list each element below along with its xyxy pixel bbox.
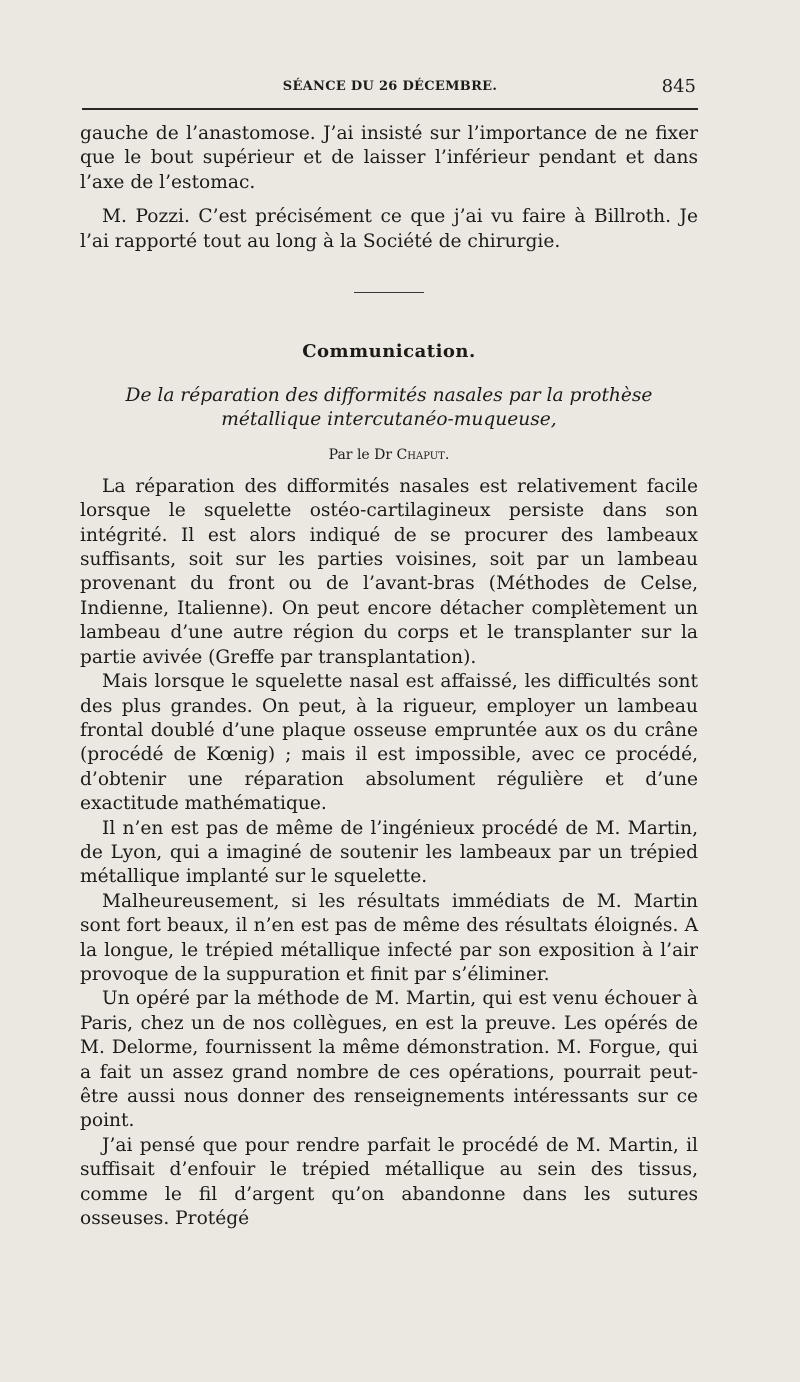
- article-body: [80, 475, 698, 1232]
- body-paragraph: Un opéré par la méthode de M. Martin, qui est venu échouer à Paris, chez un de nos collègues, en est la preuve. Les opérés de M. Delorme, fournissent la même démonstration. M. Forgue, qui a fait un assez grand nombre de ces opérations, pourrait peut-être aussi nous donner des renseignements intéressants sur ce point.: [80, 988, 698, 1132]
- byline: [80, 447, 698, 463]
- header-rule: [82, 108, 698, 110]
- section-divider: [354, 292, 424, 293]
- body-paragraph: Mais lorsque le squelette nasal est affaissé, les difficultés sont des plus grandes. On peut, à la rigueur, employer un lambeau frontal doublé d’une plaque osseuse empruntée aux os du crâne (procédé de Kœnig) ; mais il est impossible, avec ce procédé, d’obtenir une réparation absolument régulière et d’une exactitude mathématique.: [80, 671, 698, 815]
- paragraph-continuation: gauche de l’anastomose. J’ai insisté sur l’importance de ne fixer que le bout supérieur et de laisser l’inférieur pendant et dans l’axe de l’estomac.: [80, 123, 698, 193]
- byline-prefix: Par le Dr: [328, 446, 393, 463]
- body-paragraph: Malheureusement, si les résultats immédiats de M. Martin sont fort beaux, il n’en est pas de même des résultats éloignés. A la longue, le trépied métallique infecté par son exposition à l’air provoque de la suppuration et finit par s’éliminer.: [80, 890, 698, 985]
- page-header: [82, 76, 698, 100]
- article-title: De la réparation des difformités nasales par la prothèse métallique intercutanéo-muqueuse,: [125, 385, 653, 431]
- body-paragraph: J’ai pensé que pour rendre parfait le procédé de M. Martin, il suffisait d’enfouir le trépied métallique au sein des tissus, comme le fil d’argent qu’on abandonne dans les sutures osseuses. Protégé: [80, 1134, 698, 1230]
- section-heading: Communication.: [302, 341, 476, 363]
- page-number: 845: [661, 76, 696, 97]
- paragraph-pozzi: M. Pozzi. C’est précisément ce que j’ai vu faire à Billroth. Je l’ai rapporté tout au long à la Société de chirurgie.: [80, 206, 698, 252]
- byline-author: Chaput.: [396, 446, 450, 463]
- body-paragraph: La réparation des difformités nasales est relativement facile lorsque le squelette ostéo-cartilagineux persiste dans son intégrité. Il est alors indiqué de se procurer des lambeaux suffisants, soit sur les parties voisines, soit par un lambeau provenant du front ou de l’avant-bras (Méthodes de Celse, Indienne, Italienne). On peut encore détacher complètement un lambeau d’une autre région du corps et le transplanter sur la partie avivée (Greffe par transplantation).: [80, 475, 698, 668]
- body-paragraph: Il n’en est pas de même de l’ingénieux procédé de M. Martin, de Lyon, qui a imaginé de soutenir les lambeaux par un trépied métallique implanté sur le squelette.: [80, 817, 698, 888]
- running-title: SÉANCE DU 26 DÉCEMBRE.: [282, 79, 498, 94]
- page-content: [80, 122, 698, 1231]
